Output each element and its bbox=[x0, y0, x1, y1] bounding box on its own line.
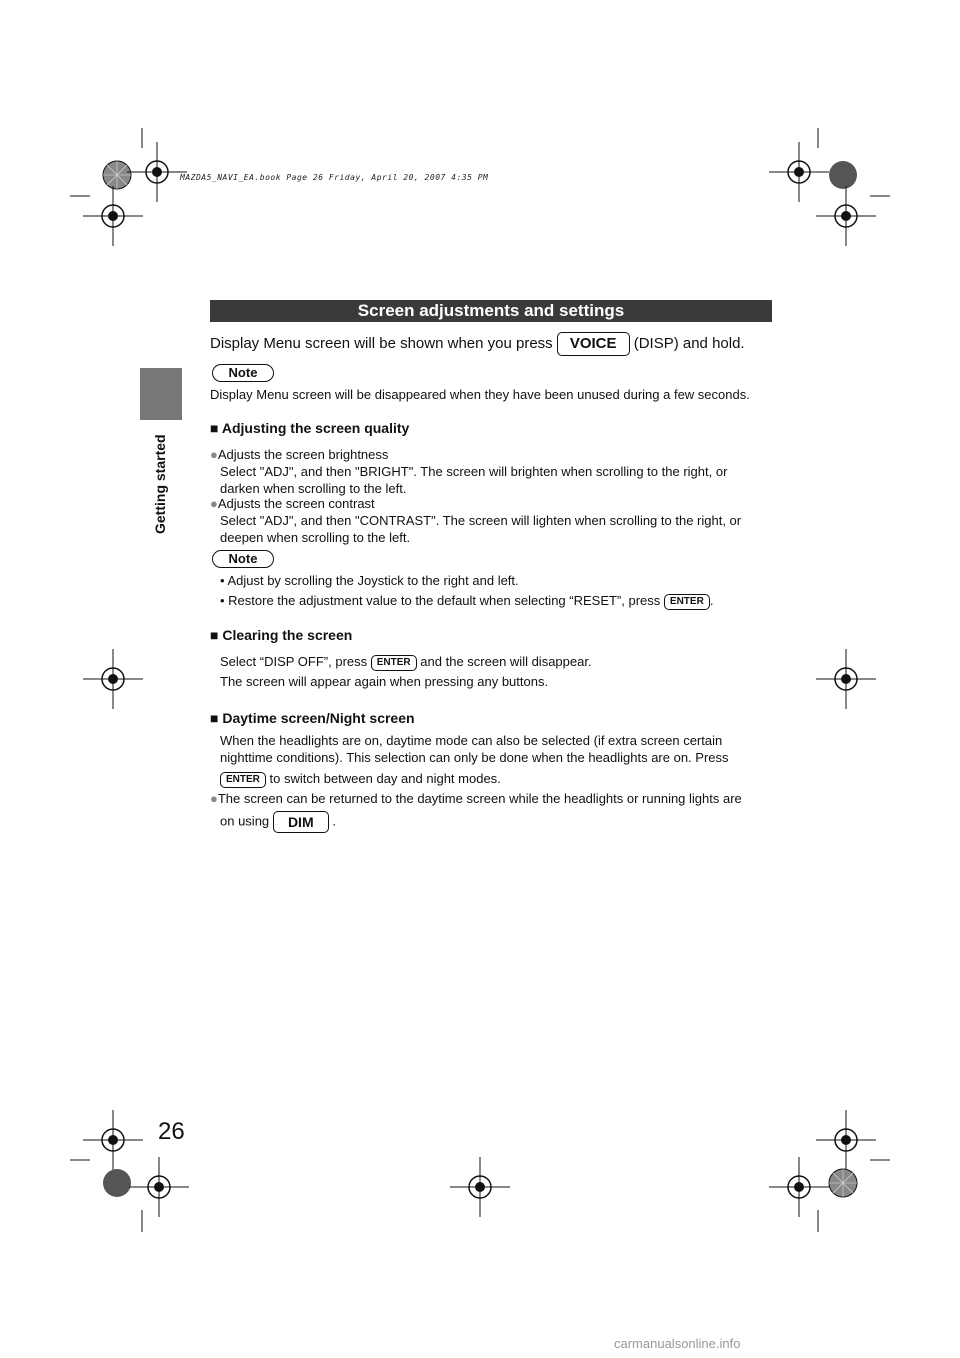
note-item-1: • Adjust by scrolling the Joystick to the right and left. bbox=[220, 573, 519, 588]
intro-line bbox=[210, 332, 745, 356]
circle-bullet-icon: ● bbox=[210, 447, 218, 462]
clearing-line-2: The screen will appear again when pressing any buttons. bbox=[220, 674, 549, 689]
mid-left-crosshair-icon bbox=[83, 649, 143, 709]
daynight-line-1: When the headlights are on, daytime mode can also be selected (if extra screen certain bbox=[220, 733, 723, 748]
section-banner: Screen adjustments and settings bbox=[210, 300, 772, 322]
daynight-text: . bbox=[332, 813, 337, 829]
circle-bullet-icon: ● bbox=[210, 496, 218, 511]
intro-text-after: (DISP) and hold. bbox=[633, 334, 745, 352]
bullet-text: Select "ADJ", and then "BRIGHT". The screen will brighten when scrolling to the right, or bbox=[220, 464, 728, 479]
section-heading-daynight bbox=[210, 710, 415, 726]
top-left-sunburst-icon bbox=[103, 161, 131, 189]
side-tab-marker bbox=[140, 368, 182, 420]
top-left-crosshair-2-icon bbox=[83, 186, 143, 246]
section-title-quality: Adjusting the screen quality bbox=[221, 420, 410, 436]
enter-key: ENTER bbox=[371, 655, 417, 671]
bullet-text: darken when scrolling to the left. bbox=[220, 481, 407, 496]
section-heading-quality bbox=[210, 420, 409, 436]
top-left-crosshair-icon bbox=[127, 142, 187, 202]
intro-text-before: Display Menu screen will be shown when you press bbox=[210, 334, 553, 352]
bullet-text: deepen when scrolling to the left. bbox=[220, 530, 411, 545]
note-item-2 bbox=[220, 592, 713, 610]
bottom-left-crosshair-icon bbox=[83, 1110, 143, 1170]
note-badge-1: Note bbox=[212, 364, 274, 382]
side-section-label: Getting started bbox=[152, 434, 168, 534]
bottom-right-crosshair-icon bbox=[816, 1110, 876, 1170]
voice-key: VOICE bbox=[557, 332, 630, 356]
clearing-text: and the screen will disappear. bbox=[420, 654, 592, 669]
daynight-line-3 bbox=[220, 770, 501, 788]
square-bullet-icon: ■ bbox=[210, 420, 219, 436]
quality-bullet-2 bbox=[210, 495, 741, 546]
bottom-center-crosshair-icon bbox=[450, 1157, 510, 1217]
daynight-text: The screen can be returned to the daytime screen while the headlights or running lights are bbox=[217, 791, 742, 806]
print-header: MAZDA5_NAVI_EA.book Page 26 Friday, April 20, 2007 4:35 PM bbox=[180, 173, 489, 182]
dim-key: DIM bbox=[273, 811, 329, 833]
enter-key: ENTER bbox=[220, 772, 266, 788]
bottom-left-dark-dot-icon bbox=[103, 1169, 131, 1197]
bottom-right-crosshair-2-icon bbox=[769, 1157, 829, 1217]
top-right-crosshair-2-icon bbox=[816, 186, 876, 246]
note-item-text: . bbox=[709, 593, 714, 608]
note-text-1: Display Menu screen will be disappeared when they have been unused during a few seconds. bbox=[210, 387, 750, 402]
daynight-bullet bbox=[210, 790, 742, 807]
bottom-left-crosshair-2-icon bbox=[129, 1157, 189, 1217]
daynight-line-2: nighttime conditions). This selection can only be done when the headlights are on. Press bbox=[220, 750, 729, 765]
daynight-text: to switch between day and night modes. bbox=[269, 771, 501, 786]
bullet-text: Adjusts the screen brightness bbox=[217, 447, 389, 462]
note-badge-2: Note bbox=[212, 550, 274, 568]
bottom-right-sunburst-icon bbox=[829, 1169, 857, 1197]
top-right-dark-dot-icon bbox=[829, 161, 857, 189]
section-title-clearing: Clearing the screen bbox=[222, 627, 353, 643]
mid-right-crosshair-icon bbox=[816, 649, 876, 709]
footer-watermark: carmanualsonline.info bbox=[614, 1336, 741, 1351]
top-right-crosshair-icon bbox=[769, 142, 829, 202]
daynight-text: on using bbox=[220, 813, 270, 829]
bullet-text: Select "ADJ", and then "CONTRAST". The screen will lighten when scrolling to the right, or bbox=[220, 513, 742, 528]
page-number: 26 bbox=[158, 1118, 185, 1145]
circle-bullet-icon: ● bbox=[210, 791, 218, 806]
clearing-text: Select “DISP OFF”, press bbox=[220, 654, 368, 669]
note-item-text: • Restore the adjustment value to the default when selecting “RESET”, press bbox=[220, 593, 661, 608]
quality-bullet-1 bbox=[210, 446, 727, 497]
enter-key: ENTER bbox=[664, 594, 710, 610]
section-heading-clearing bbox=[210, 627, 352, 643]
square-bullet-icon: ■ bbox=[210, 627, 219, 643]
square-bullet-icon: ■ bbox=[210, 710, 219, 726]
section-title-daynight: Daytime screen/Night screen bbox=[222, 710, 415, 726]
bullet-text: Adjusts the screen contrast bbox=[217, 496, 375, 511]
daynight-bullet-line-2 bbox=[220, 811, 336, 833]
clearing-line-1 bbox=[220, 653, 592, 671]
